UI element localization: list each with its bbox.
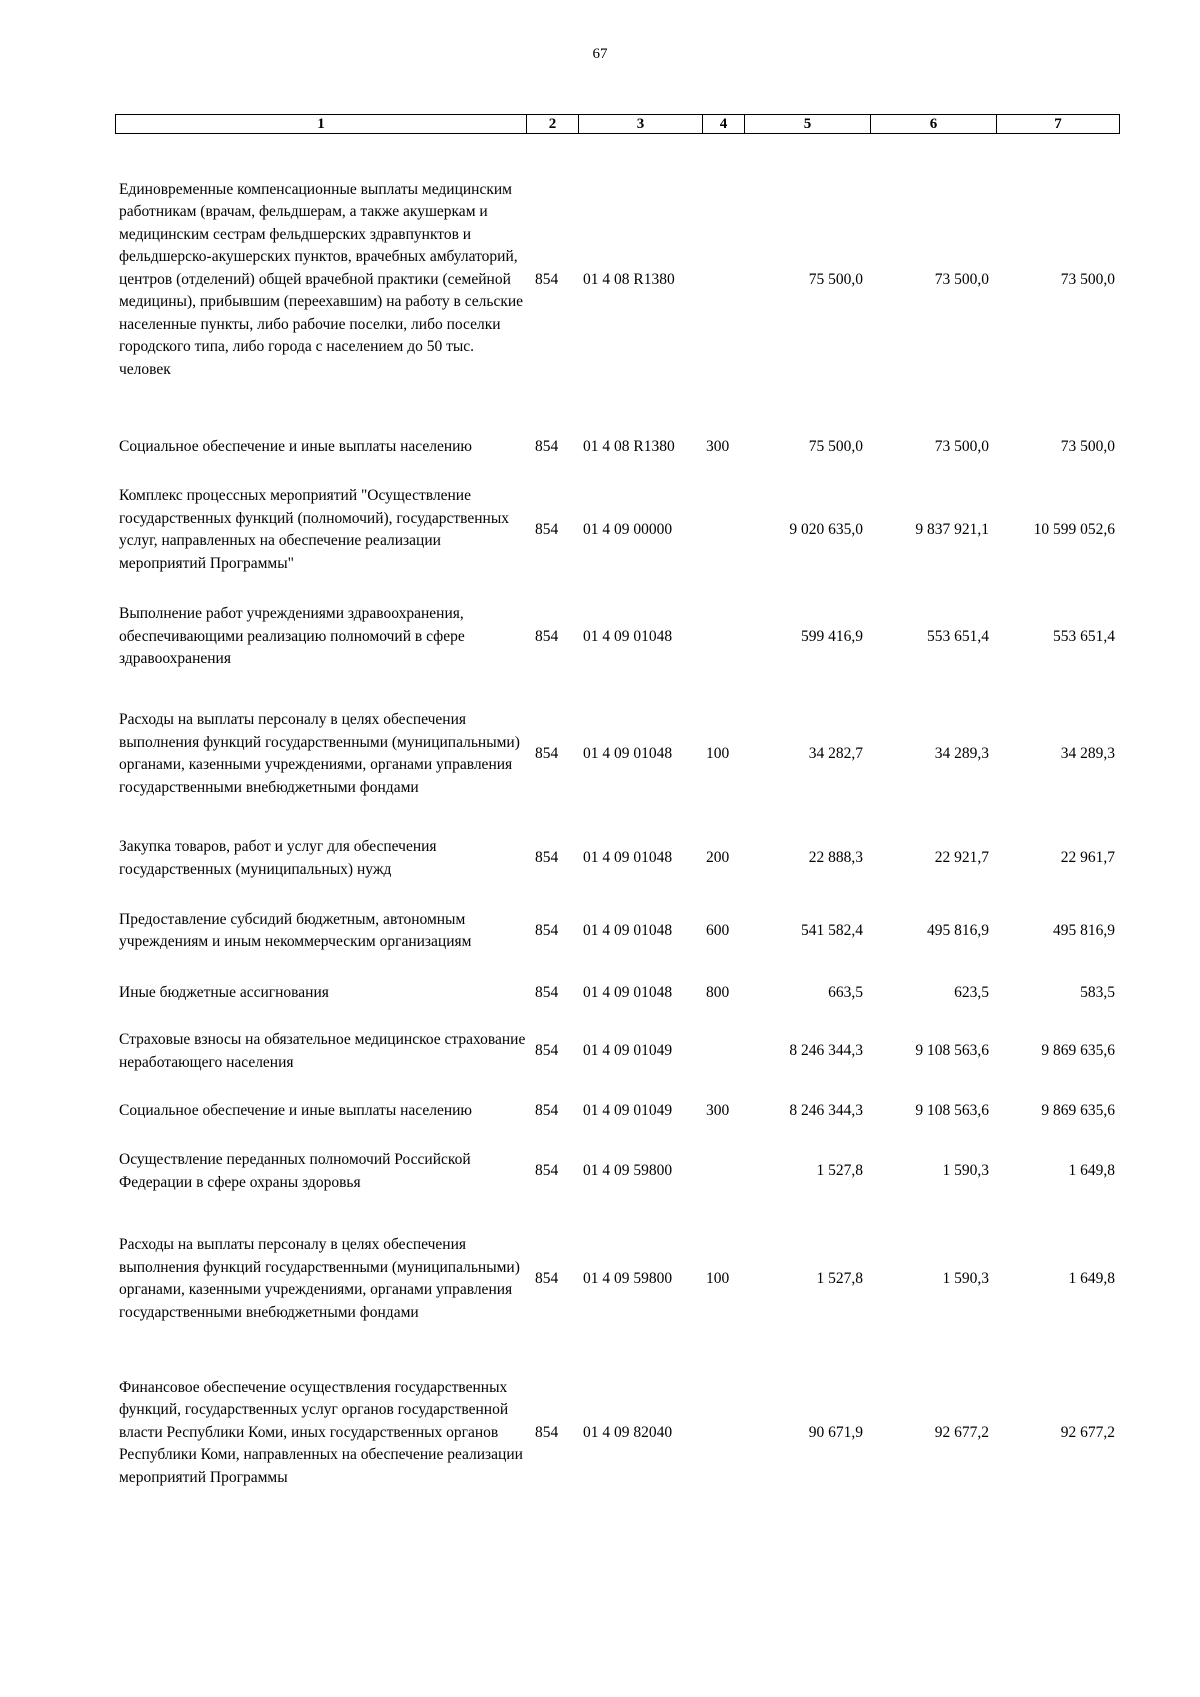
page-number: 67 — [592, 46, 608, 62]
row-value-year1: 663,5 — [828, 983, 863, 1001]
row-value-year3: 10 599 052,6 — [1033, 520, 1115, 538]
row-name: Осуществление переданных полномочий Российской Федерации в сфере охраны здоровья — [119, 1151, 471, 1191]
table-row — [0, 473, 1200, 587]
table-row — [0, 603, 1200, 671]
row-ministry-code: 854 — [535, 1269, 559, 1287]
row-ministry-code: 854 — [535, 744, 559, 762]
table-row — [0, 1089, 1200, 1134]
row-value-year3: 583,5 — [1080, 983, 1115, 1001]
row-name: Финансовое обеспечение осуществления государственных функций, государственных услуг органов государственной власти Республики Коми, иных государственных органов Республики Коми, направленных на обеспечение реализации мероприятий Программы — [119, 1378, 523, 1486]
row-value-year2: 623,5 — [954, 983, 989, 1001]
column-header-2: 2 — [527, 115, 579, 134]
row-ministry-code: 854 — [535, 438, 559, 456]
row-target-article: 01 4 09 01049 — [583, 1042, 673, 1060]
row-name: Страховые взносы на обязательное медицинское страхование неработающего населения — [119, 1031, 526, 1071]
row-ministry-code: 854 — [535, 1423, 559, 1441]
row-expense-type: 300 — [706, 438, 730, 456]
row-value-year2: 22 921,7 — [934, 849, 989, 867]
row-ministry-code: 854 — [535, 1162, 559, 1180]
row-ministry-code: 854 — [535, 983, 559, 1001]
row-value-year2: 73 500,0 — [934, 438, 989, 456]
table-row — [0, 836, 1200, 881]
row-expense-type: 300 — [706, 1102, 730, 1120]
row-value-year3: 34 289,3 — [1060, 744, 1115, 762]
row-ministry-code: 854 — [535, 270, 559, 288]
row-target-article: 01 4 09 00000 — [583, 520, 673, 538]
table-row — [0, 697, 1200, 811]
row-value-year1: 541 582,4 — [801, 921, 863, 939]
row-name: Иные бюджетные ассигнования — [119, 983, 329, 1001]
row-value-year3: 553 651,4 — [1053, 627, 1115, 645]
table-row — [0, 162, 1200, 398]
column-header-6: 6 — [871, 115, 997, 134]
row-expense-type: 100 — [706, 744, 730, 762]
row-expense-type: 800 — [706, 983, 730, 1001]
row-expense-type: 600 — [706, 921, 730, 939]
row-name: Расходы на выплаты персоналу в целях обеспечения выполнения функций государственными (муниципальными) органами, казенными учреждениями, органами управления государственными внебюджетными фондами — [119, 711, 520, 796]
table-row — [0, 1149, 1200, 1194]
row-value-year3: 1 649,8 — [1068, 1269, 1115, 1287]
row-target-article: 01 4 09 01048 — [583, 627, 673, 645]
row-name: Предоставление субсидий бюджетным, автономным учреждениям и иным некоммерческим организациям — [119, 910, 472, 950]
row-value-year1: 34 282,7 — [808, 744, 863, 762]
row-target-article: 01 4 08 R1380 — [583, 270, 675, 288]
column-header-1: 1 — [116, 115, 527, 134]
row-value-year1: 75 500,0 — [808, 438, 863, 456]
row-name: Закупка товаров, работ и услуг для обеспечения государственных (муниципальных) нужд — [119, 838, 437, 878]
row-ministry-code: 854 — [535, 1042, 559, 1060]
row-expense-type: 100 — [706, 1269, 730, 1287]
row-target-article: 01 4 08 R1380 — [583, 438, 675, 456]
row-value-year1: 1 527,8 — [816, 1269, 863, 1287]
row-expense-type: 200 — [706, 849, 730, 867]
table-row — [0, 425, 1200, 470]
row-value-year2: 92 677,2 — [934, 1423, 989, 1441]
row-target-article: 01 4 09 59800 — [583, 1162, 673, 1180]
row-target-article: 01 4 09 01048 — [583, 849, 673, 867]
row-value-year1: 9 020 635,0 — [789, 520, 863, 538]
row-value-year2: 9 108 563,6 — [915, 1042, 989, 1060]
row-value-year1: 8 246 344,3 — [789, 1102, 863, 1120]
row-value-year3: 9 869 635,6 — [1041, 1102, 1115, 1120]
table-row — [0, 1365, 1200, 1501]
row-ministry-code: 854 — [535, 627, 559, 645]
row-name: Единовременные компенсационные выплаты медицинским работникам (врачам, фельдшерам, а также акушеркам и медицинским сестрам фельдшерских здравпунктов и фельдшерско-акушерских пунктов, врачебных амбулаторий, центров (отделений) общей врачебной практики (семейной медицины), прибывшим (переехавшим) на работу в сельские населенные пункты, либо рабочие поселки, либо поселки городского типа, либо города с населением до 50 тыс. человек — [119, 180, 524, 378]
row-value-year1: 1 527,8 — [816, 1162, 863, 1180]
row-name: Социальное обеспечение и иные выплаты населению — [119, 1102, 473, 1120]
row-value-year3: 9 869 635,6 — [1041, 1042, 1115, 1060]
column-header-4: 4 — [703, 115, 745, 134]
row-value-year3: 73 500,0 — [1060, 438, 1115, 456]
row-value-year1: 90 671,9 — [808, 1423, 863, 1441]
row-target-article: 01 4 09 01048 — [583, 921, 673, 939]
row-value-year1: 8 246 344,3 — [789, 1042, 863, 1060]
row-value-year2: 553 651,4 — [927, 627, 989, 645]
row-ministry-code: 854 — [535, 849, 559, 867]
row-value-year2: 34 289,3 — [934, 744, 989, 762]
row-value-year3: 22 961,7 — [1060, 849, 1115, 867]
row-target-article: 01 4 09 59800 — [583, 1269, 673, 1287]
row-value-year3: 1 649,8 — [1068, 1162, 1115, 1180]
table-row — [0, 1222, 1200, 1336]
row-name: Комплекс процессных мероприятий "Осуществление государственных функций (полномочий), государственных услуг, направленных на обеспечение реализации мероприятий Программы" — [119, 487, 509, 572]
table-row — [0, 981, 1200, 1005]
row-value-year1: 22 888,3 — [808, 849, 863, 867]
row-target-article: 01 4 09 82040 — [583, 1423, 673, 1441]
row-value-year2: 73 500,0 — [934, 270, 989, 288]
column-header-5: 5 — [745, 115, 871, 134]
row-target-article: 01 4 09 01049 — [583, 1102, 673, 1120]
row-target-article: 01 4 09 01048 — [583, 983, 673, 1001]
table-row — [0, 897, 1200, 965]
row-value-year2: 1 590,3 — [942, 1162, 989, 1180]
row-name: Расходы на выплаты персоналу в целях обеспечения выполнения функций государственными (муниципальными) органами, казенными учреждениями, органами управления государственными внебюджетными фондами — [119, 1236, 520, 1321]
row-target-article: 01 4 09 01048 — [583, 744, 673, 762]
row-value-year3: 92 677,2 — [1060, 1423, 1115, 1441]
row-value-year1: 75 500,0 — [808, 270, 863, 288]
table-row — [0, 1029, 1200, 1074]
row-value-year3: 73 500,0 — [1060, 270, 1115, 288]
row-value-year2: 9 108 563,6 — [915, 1102, 989, 1120]
row-value-year3: 495 816,9 — [1053, 921, 1115, 939]
row-name: Выполнение работ учреждениями здравоохранения, обеспечивающими реализацию полномочий в сфере здравоохранения — [119, 605, 465, 668]
row-value-year2: 1 590,3 — [942, 1269, 989, 1287]
column-header-7: 7 — [997, 115, 1120, 134]
row-ministry-code: 854 — [535, 921, 559, 939]
row-value-year2: 9 837 921,1 — [915, 520, 989, 538]
row-name: Социальное обеспечение и иные выплаты населению — [119, 438, 473, 456]
row-ministry-code: 854 — [535, 1102, 559, 1120]
row-value-year1: 599 416,9 — [801, 627, 863, 645]
column-header-3: 3 — [579, 115, 703, 134]
row-ministry-code: 854 — [535, 520, 559, 538]
row-value-year2: 495 816,9 — [927, 921, 989, 939]
